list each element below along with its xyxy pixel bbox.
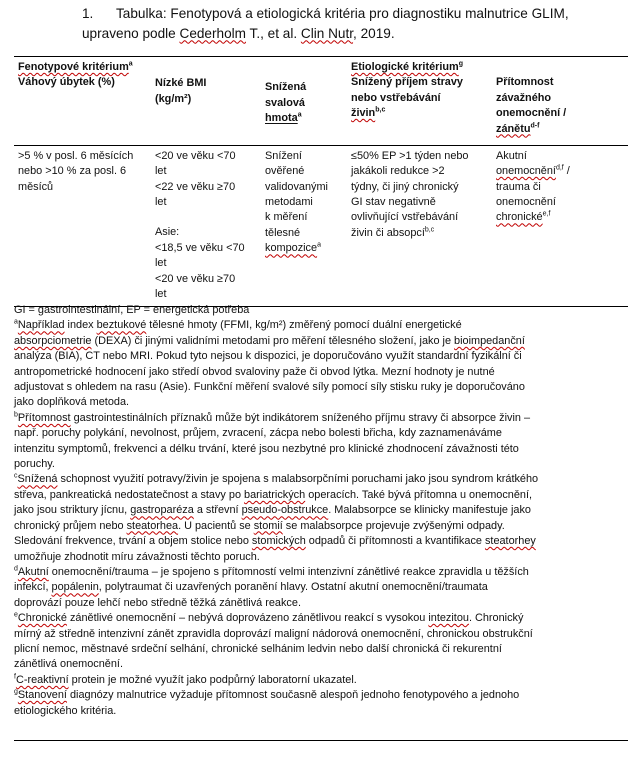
footnote-f: $^f$C-reaktivní protein je možné využít jako podpůrný laboratorní ukazatel. — [14, 673, 357, 686]
cell-intake: ≤50% EP >1 týden nebo jakákoli redukce >2 týdny, či jiný chronický GI stav negativně ovlivňující vstřebávání živin či absopcí$^{b,c}$ — [351, 149, 469, 239]
column-header-weight-loss: Váhový úbytek (%) — [18, 76, 115, 89]
caption-title: Tabulka: Fenotypová a etiologická kritéria pro diagnostiku malnutrice GLIM, — [116, 6, 569, 21]
column-header-intake: Snížený příjem stravy nebo vstřebávání živin$^{b,c}$ — [351, 76, 463, 120]
column-header-muscle: Snížená svalová hmota$^a$ — [265, 81, 307, 125]
etiologic-group-header: Etiologické kritérium$^g$ — [351, 60, 464, 73]
footnote-d: $^d$Akutní onemocnění/trauma – je spojeno s přítomností velmi intenzivní zánětlivé reakce zpravidla u těžších infekcí, popálenin, polytraumat či uzavřených poranění hlavy. Ostatní akutní onemocnění/traumata doprovází pouze lehčí nebo středně těžká zánětlivá reakce. — [14, 565, 529, 609]
footnote-abbreviations: GI = gastrointestinální, EP = energetická potřeba — [14, 304, 250, 316]
footnote-b: $^b$Přítomnost gastrointestinálních příznaků může být indikátorem sníženého příjmu stravy či absorpce živin – např. poruchy polykání, nevolnost, průjem, zvracení, zácpa nebo bolesti břicha, kdy zaznamenáváme intenzitu symptomů, frekvenci a délku trvání, které jsou nezbytné pro klinické zhodnocení závažnosti této poruchy. — [14, 411, 531, 471]
footnote-c: $^c$Snížená schopnost využití potravy/živin je spojena s malabsorpčními poruchami jako jsou syndrom krátkého střeva, pankreatická nedostatečnost a stavy po bariatrických operacích. Také bývá přítomna u onemocnění, jako jsou striktury jícnu, gastroparéza a střevní pseudo-obstrukce. Malabsorpce se klinicky manifestuje jako chronický průjem nebo steatorhea. U pacientů se stomií se malabsorpce projevuje zvýšenými odpady. Sledování frekvence, trvání a objem stolice nebo stomických odpadů či přítomnosti a kvantifikace steatorhey umožňuje zhodnotit míru závažnosti těchto poruch. — [14, 472, 539, 563]
phenotypic-group-header: Fenotypové kritérium$^a$ — [18, 60, 133, 73]
caption-text: upraveno podle — [82, 25, 180, 41]
column-header-row — [14, 75, 628, 145]
cell-bmi: <20 ve věku <70 let <22 ve věku ≥70 let Asie: <18,5 ve věku <70 let <20 ve věku ≥70 let — [155, 149, 245, 301]
cell-disease: Akutní onemocnění$^{d,f}$ / trauma či onemocnění chronické$^{e,f}$ — [496, 149, 570, 224]
footnote-g: $^g$Stanovení diagnózy malnutrice vyžaduje přítomnost současně alespoň jednoho fenotypového a jednoho etiologického kritéria. — [14, 688, 520, 717]
footnote-a: $^a$Například index beztukové tělesné hmoty (FFMI, kg/m²) změřený pomocí duální energetické absorpciometrie (DEXA) či jinými validními metodami pro měření tělesného složení, jako je bioimpedanční analýza (BIA), CT nebo MRI. Pokud tyto nejsou k dispozici, je doporučováno využít standardní fyzikální či antropometrické hodnocení jako středí obvod svaloviny paže či obvod lýtka. Mezní hodnoty je nutné adjustovat s ohledem na rasu (Asie). Funkční měření svalové síly pomocí síly stisku ruky je doporučováno jako doplňková metoda. — [14, 318, 525, 409]
table-caption — [82, 4, 634, 43]
column-header-bmi: Nízké BMI (kg/m²) — [155, 77, 207, 105]
caption-text: , 2019. — [353, 25, 395, 41]
cell-weight-loss: >5 % v posl. 6 měsících nebo >10 % za posl. 6 měsíců — [18, 149, 134, 193]
footnote-e: $^e$Chronické zánětlivé onemocnění – nebývá doprovázeno zánětlivou reakcí s vysokou intezitou. Chronický mírný až středně intenzivní zánět zpravidla doprovází maligní nádorová onemocnění, chronickou obstrukční plicní nemoc, městnavé srdeční selhání, chronické selhánim ledvin nebo další chronická či rekurentní zánětlivá onemocnění. — [14, 611, 533, 671]
caption-number: 1. — [82, 6, 94, 21]
criteria-row — [14, 145, 628, 307]
column-header-disease: Přítomnost závažného onemocnění / zánětu$^{d-f}$ — [496, 76, 567, 135]
cell-muscle: Snížení ověřené validovanými metodami k měření tělesné kompozice$^a$ — [265, 149, 328, 255]
caption-text: T., et al. — [246, 25, 301, 41]
caption-author: Cederholm — [179, 25, 246, 41]
glim-criteria-table — [14, 56, 628, 307]
footnotes-bottom-rule — [14, 740, 628, 741]
caption-journal: Clin Nutr — [300, 25, 354, 41]
table-footnotes — [14, 303, 620, 719]
